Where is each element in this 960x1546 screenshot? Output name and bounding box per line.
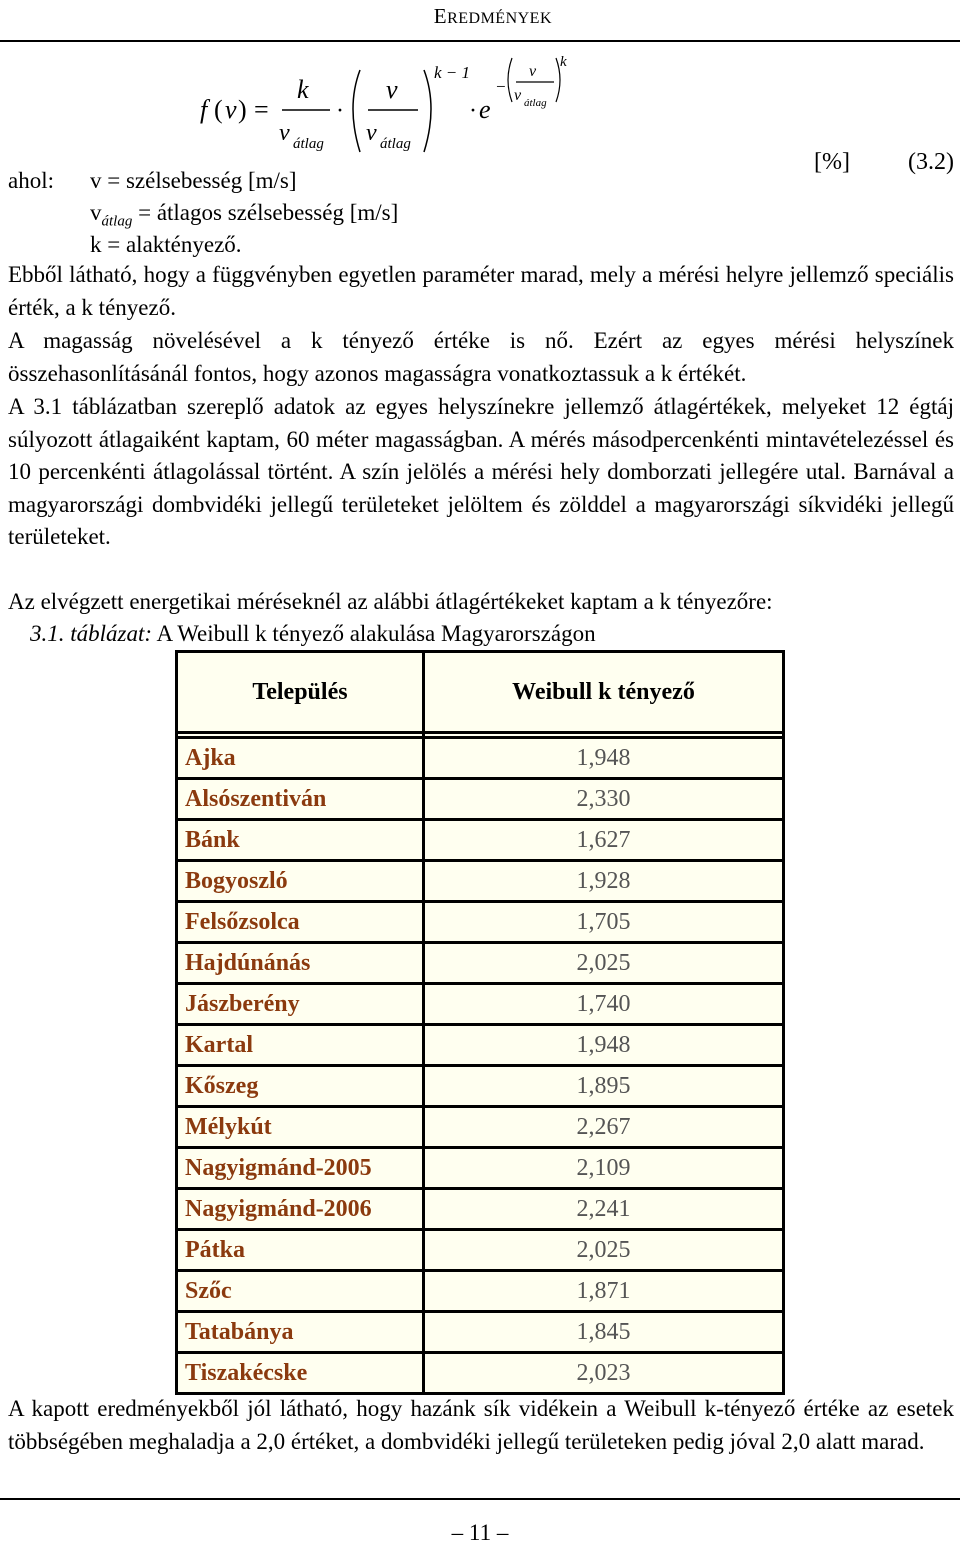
svg-text:v: v [225,95,237,124]
table-row [177,820,784,861]
k-factor-value: 2,241 [424,1189,784,1230]
definition-row: $v_{átlag}$ = átlagos szélsebesség [m/s] [90,200,399,230]
settlement-name: Kőszeg [177,1066,424,1107]
definitions-label: ahol: [8,168,54,193]
footer-rule [0,1498,960,1500]
paragraph-3: A 3.1 táblázatban szereplő adatok az egyes helyszínekre jellemző átlagértékek, melyeket 12 égtáj súlyozott átlagaiként kaptam, 60 méter magasságban. A mérés másodpercenkénti mintavételezéssel és 10 percenkénti átlagolással történt. A szín jelölés a mérési hely domborzati jellegére utal. Barnával a magyarországi dombvidéki jellegű területeket jelöltem és zölddel a magyarországi síkvidéki jellegű területeket. [8,394,954,549]
variable-definitions [8,165,948,261]
svg-text:e: e [479,95,491,124]
settlement-name: Kartal [177,1025,424,1066]
table-row [177,779,784,820]
k-factor-value: 2,025 [424,943,784,984]
svg-text:v: v [366,120,377,146]
formula-f: f [200,95,208,124]
table-row [177,1189,784,1230]
settlement-name: Nagyigmánd-2005 [177,1148,424,1189]
paragraph-4: Az elvégzett energetikai méréseknél az alábbi átlagértékeket kaptam a k tényezőre: [8,589,773,614]
page-number: – 11 – [451,1520,509,1545]
weibull-formula [196,52,954,175]
page-header [0,0,960,42]
k-factor-value: 2,025 [424,1230,784,1271]
table-row [177,1148,784,1189]
k-factor-value: 1,895 [424,1066,784,1107]
definition-row: k = alaktényező. [90,232,242,257]
k-factor-value: 2,267 [424,1107,784,1148]
table-row [177,1025,784,1066]
table-row [177,738,784,779]
paragraph-2: A magasság növelésével a k tényező értéke is nő. Ezért az egyes mérési helyszínek összehasonlításánál fontos, hogy azonos magasságra vonatkoztassuk a k értékét. [8,328,954,386]
svg-text:átlag: átlag [380,136,411,152]
table-row [177,984,784,1025]
k-factor-value: 1,948 [424,738,784,779]
k-factor-value: 1,948 [424,1025,784,1066]
k-factor-value: 2,023 [424,1353,784,1394]
svg-text:v: v [279,120,290,146]
section-title: EREDMÉNYEK [433,4,552,28]
k-factor-value: 2,330 [424,779,784,820]
paragraph-1: Ebből látható, hogy a függvényben egyetlen paraméter marad, mely a mérési helyre jellemző speciális érték, a k tényező. [8,262,954,320]
svg-text:=: = [254,95,269,124]
table-row [177,1066,784,1107]
table-row [177,1271,784,1312]
settlement-name: Bánk [177,820,424,861]
settlement-name: Jászberény [177,984,424,1025]
table-row [177,1230,784,1271]
svg-text:v: v [514,87,522,104]
settlement-name: Bogyoszló [177,861,424,902]
svg-text:átlag: átlag [293,136,324,152]
settlement-name: Szőc [177,1271,424,1312]
column-header-k-factor: Weibull k tényező [424,652,784,733]
svg-text:k − 1: k − 1 [434,63,471,82]
table-header-row [177,652,784,733]
k-factor-value: 2,109 [424,1148,784,1189]
k-factor-value: 1,740 [424,984,784,1025]
table-row [177,861,784,902]
svg-text:átlag: átlag [524,97,547,109]
settlement-name: Hajdúnánás [177,943,424,984]
svg-text:·: · [336,98,344,124]
table-row [177,1312,784,1353]
svg-text:k: k [560,54,567,70]
table-caption [8,618,596,650]
table-body [177,733,784,1394]
svg-text:k: k [297,75,309,104]
svg-text:−: − [496,77,506,96]
table-row [177,1353,784,1394]
table-row [177,902,784,943]
formula-svg [196,52,796,162]
svg-text:): ) [238,95,247,124]
caption-number: 3.1. táblázat: [30,621,153,646]
k-factor-value: 1,627 [424,820,784,861]
k-factor-value: 1,928 [424,861,784,902]
settlement-name: Tiszakécske [177,1353,424,1394]
settlement-name: Nagyigmánd-2006 [177,1189,424,1230]
settlement-name: Tatabánya [177,1312,424,1353]
weibull-table [175,650,785,1395]
formula-unit: [%] [814,149,850,175]
settlement-name: Pátka [177,1230,424,1271]
k-factor-value: 1,845 [424,1312,784,1353]
svg-text:v: v [529,63,537,80]
column-header-settlement: Település [177,652,424,733]
caption-text: A Weibull k tényező alakulása Magyarországon [152,621,596,646]
table-row [177,943,784,984]
table-row [177,1107,784,1148]
formula-number: (3.2) [908,149,954,175]
svg-text:v: v [386,75,398,104]
definition-row: ahol: v = szélsebesség [m/s] [8,165,948,197]
settlement-name: Alsószentiván [177,779,424,820]
settlement-name: Felsőzsolca [177,902,424,943]
svg-text:(: ( [214,95,223,124]
settlement-name: Mélykút [177,1107,424,1148]
paragraph-5: A kapott eredményekből jól látható, hogy hazánk sík vidékein a Weibull k-tényező értéke az esetek többségében meghaladja a 2,0 értéket, a dombvidéki jellegű területeken pedig jóval 2,0 alatt marad. [8,1396,954,1454]
k-factor-value: 1,705 [424,902,784,943]
svg-text:·: · [469,98,477,124]
settlement-name: Ajka [177,738,424,779]
k-factor-value: 1,871 [424,1271,784,1312]
